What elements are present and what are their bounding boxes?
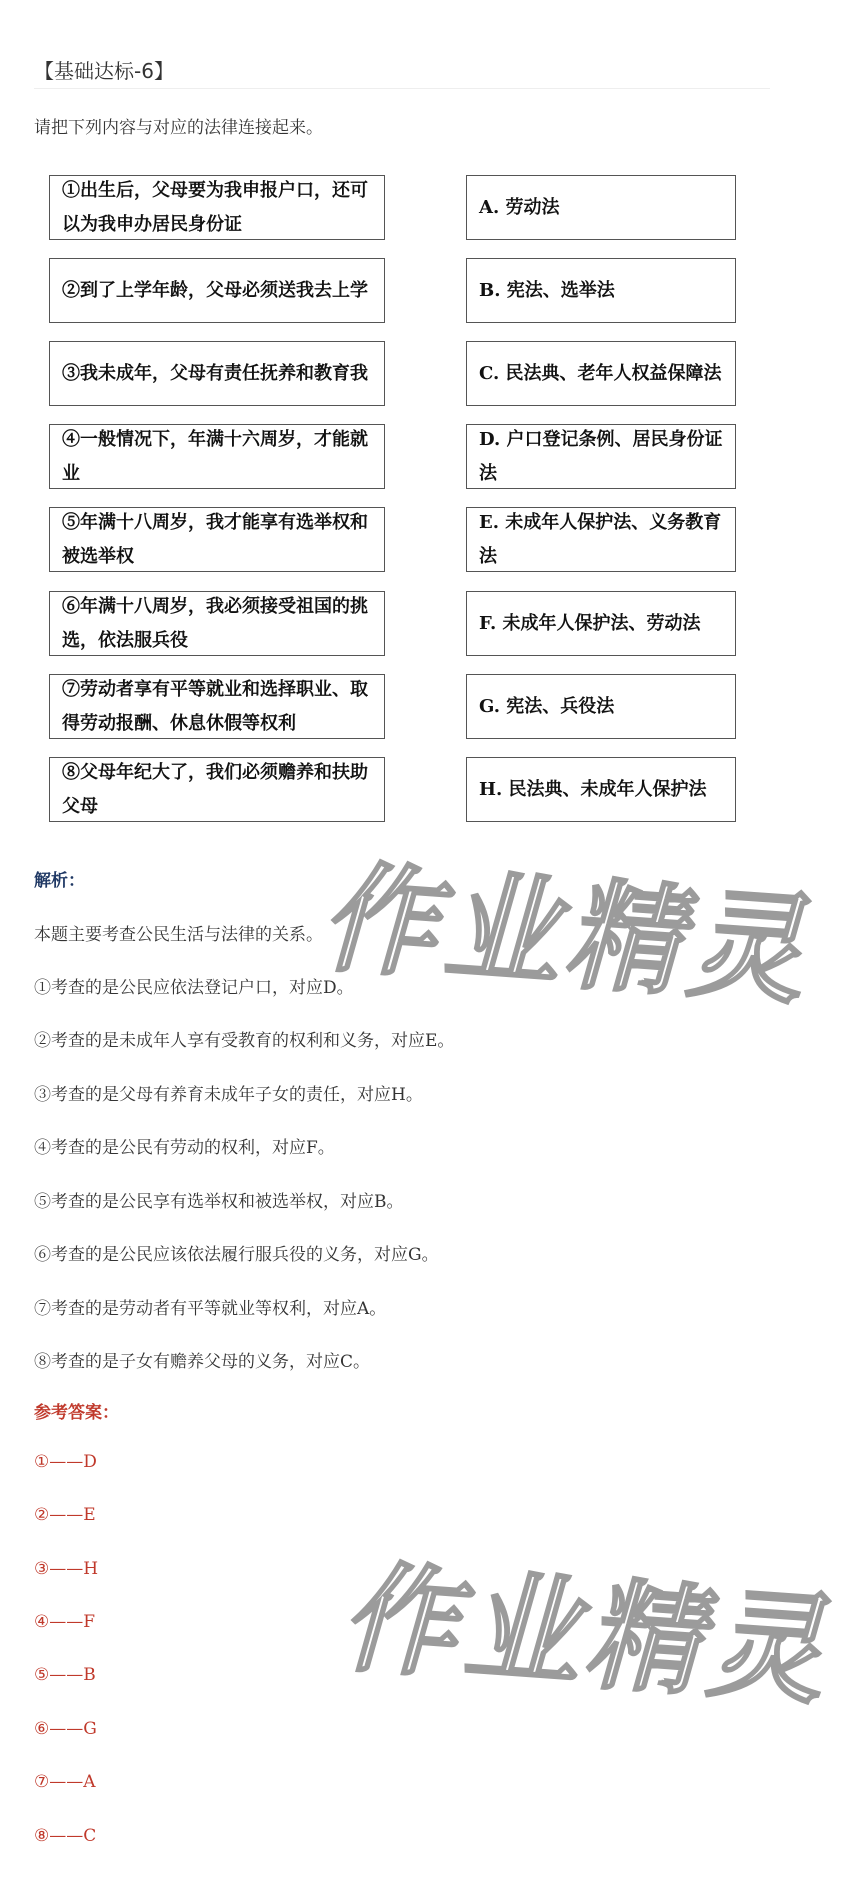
left-item-7: ⑦劳动者享有平等就业和选择职业、取得劳动报酬、休息休假等权利 — [49, 674, 385, 739]
instruction-text: 请把下列内容与对应的法律连接起来。 — [34, 118, 323, 138]
left-item-4: ④一般情况下，年满十六周岁，才能就业 — [49, 424, 385, 489]
answer-line: ⑥——G — [34, 1719, 97, 1739]
left-item-3: ③我未成年，父母有责任抚养和教育我 — [49, 341, 385, 406]
watermark: 作业精灵 — [312, 848, 839, 1022]
left-item-1: ①出生后，父母要为我申报户口，还可以为我申办居民身份证 — [49, 175, 385, 240]
left-item-6: ⑥年满十八周岁，我必须接受祖国的挑选，依法服兵役 — [49, 591, 385, 656]
analysis-line: ⑤考查的是公民享有选举权和被选举权，对应B。 — [34, 1192, 404, 1212]
page-title: 【基础达标-6】 — [34, 59, 174, 83]
left-item-8: ⑧父母年纪大了，我们必须赡养和扶助父母 — [49, 757, 385, 822]
analysis-line: ④考查的是公民有劳动的权利，对应F。 — [34, 1138, 335, 1158]
right-item-d: D. 户口登记条例、居民身份证法 — [466, 424, 736, 489]
analysis-line: ③考查的是父母有养育未成年子女的责任，对应H。 — [34, 1085, 423, 1105]
answer-line: ②——E — [34, 1505, 96, 1525]
title-divider — [34, 88, 770, 89]
watermark: 作业精灵 — [332, 1548, 859, 1722]
analysis-heading: 解析： — [34, 871, 85, 891]
left-item-5: ⑤年满十八周岁，我才能享有选举权和被选举权 — [49, 507, 385, 572]
analysis-line: ⑧考查的是子女有赡养父母的义务，对应C。 — [34, 1352, 371, 1372]
right-item-b: B. 宪法、选举法 — [466, 258, 736, 323]
right-item-c: C. 民法典、老年人权益保障法 — [466, 341, 736, 406]
answer-line: ⑤——B — [34, 1665, 96, 1685]
answer-line: ③——H — [34, 1559, 99, 1579]
answer-line: ①——D — [34, 1452, 97, 1472]
right-item-h: H. 民法典、未成年人保护法 — [466, 757, 736, 822]
answer-heading: 参考答案： — [34, 1403, 119, 1423]
right-item-f: F. 未成年人保护法、劳动法 — [466, 591, 736, 656]
answer-line: ⑧——C — [34, 1826, 97, 1846]
right-item-e: E. 未成年人保护法、义务教育法 — [466, 507, 736, 572]
left-item-2: ②到了上学年龄，父母必须送我去上学 — [49, 258, 385, 323]
analysis-line: ①考查的是公民应依法登记户口，对应D。 — [34, 978, 354, 998]
answer-line: ④——F — [34, 1612, 96, 1632]
answer-line: ⑦——A — [34, 1772, 96, 1792]
right-item-g: G. 宪法、兵役法 — [466, 674, 736, 739]
analysis-line: ⑥考查的是公民应该依法履行服兵役的义务，对应G。 — [34, 1245, 439, 1265]
analysis-line: ②考查的是未成年人享有受教育的权利和义务，对应E。 — [34, 1031, 455, 1051]
analysis-intro: 本题主要考查公民生活与法律的关系。 — [34, 925, 323, 945]
analysis-line: ⑦考查的是劳动者有平等就业等权利，对应A。 — [34, 1299, 387, 1319]
right-item-a: A. 劳动法 — [466, 175, 736, 240]
